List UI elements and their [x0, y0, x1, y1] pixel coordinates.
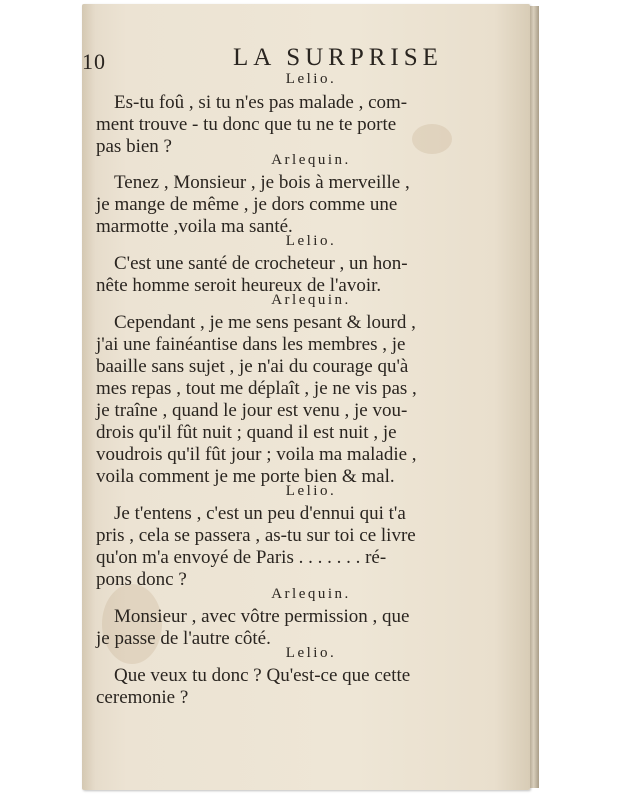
- text-line: qu'on m'a envoyé de Paris . . . . . . . ré-: [96, 547, 387, 568]
- text-line: Monsieur , avec vôtre permission , que: [114, 606, 410, 627]
- text-line: C'est une santé de crocheteur , un hon-: [114, 253, 408, 274]
- text-line: pons donc ?: [96, 569, 187, 590]
- speaker-name: Lelio.: [285, 645, 337, 661]
- page-number: 10: [82, 49, 106, 74]
- text-line: je passe de l'autre côté.: [96, 628, 271, 649]
- text-line: Je t'entens , c'est un peu d'ennui qui t'a: [114, 503, 406, 524]
- text-line: baaille sans sujet , je n'ai du courage qu'à: [96, 356, 409, 377]
- speaker-name: Lelio.: [285, 483, 337, 499]
- text-line: pas bien ?: [96, 136, 172, 157]
- text-line: Cependant , je me sens pesant & lourd ,: [114, 312, 416, 333]
- text-line: nête homme seroit heureux de l'avoir.: [96, 275, 382, 296]
- text-line: je mange de même , je dors comme une: [96, 194, 398, 215]
- text-line: Que veux tu donc ? Qu'est-ce que cette: [114, 665, 411, 686]
- text-line: marmotte ,voila ma santé.: [96, 216, 293, 237]
- speaker-name: Arlequin.: [271, 292, 351, 308]
- page-edge: [530, 6, 539, 788]
- text-line: Es-tu foû , si tu n'es pas malade , com-: [114, 92, 408, 113]
- text-line: voila comment je me porte bien & mal.: [96, 466, 395, 487]
- text-line: ment trouve - tu donc que tu ne te porte: [96, 114, 397, 135]
- text-line: je traîne , quand le jour est venu , je vou-: [96, 400, 408, 421]
- text-line: j'ai une fainéantise dans les membres , je: [96, 334, 406, 355]
- speaker-name: Lelio.: [285, 233, 337, 249]
- text-line: ceremonie ?: [96, 687, 189, 708]
- text-line: pris , cela se passera , as-tu sur toi ce livre: [96, 525, 416, 546]
- text-line: mes repas , tout me déplaît , je ne vis pas ,: [96, 378, 417, 399]
- speaker-name: Lelio.: [285, 71, 337, 87]
- speaker-name: Arlequin.: [271, 152, 351, 168]
- running-title: LA SURPRISE: [233, 44, 443, 71]
- text-line: voudrois qu'il fût jour ; voila ma maladie ,: [96, 444, 417, 465]
- text-line: drois qu'il fût nuit ; quand il est nuit , je: [96, 422, 397, 443]
- text-line: Tenez , Monsieur , je bois à merveille ,: [114, 172, 410, 193]
- speaker-name: Arlequin.: [271, 586, 351, 602]
